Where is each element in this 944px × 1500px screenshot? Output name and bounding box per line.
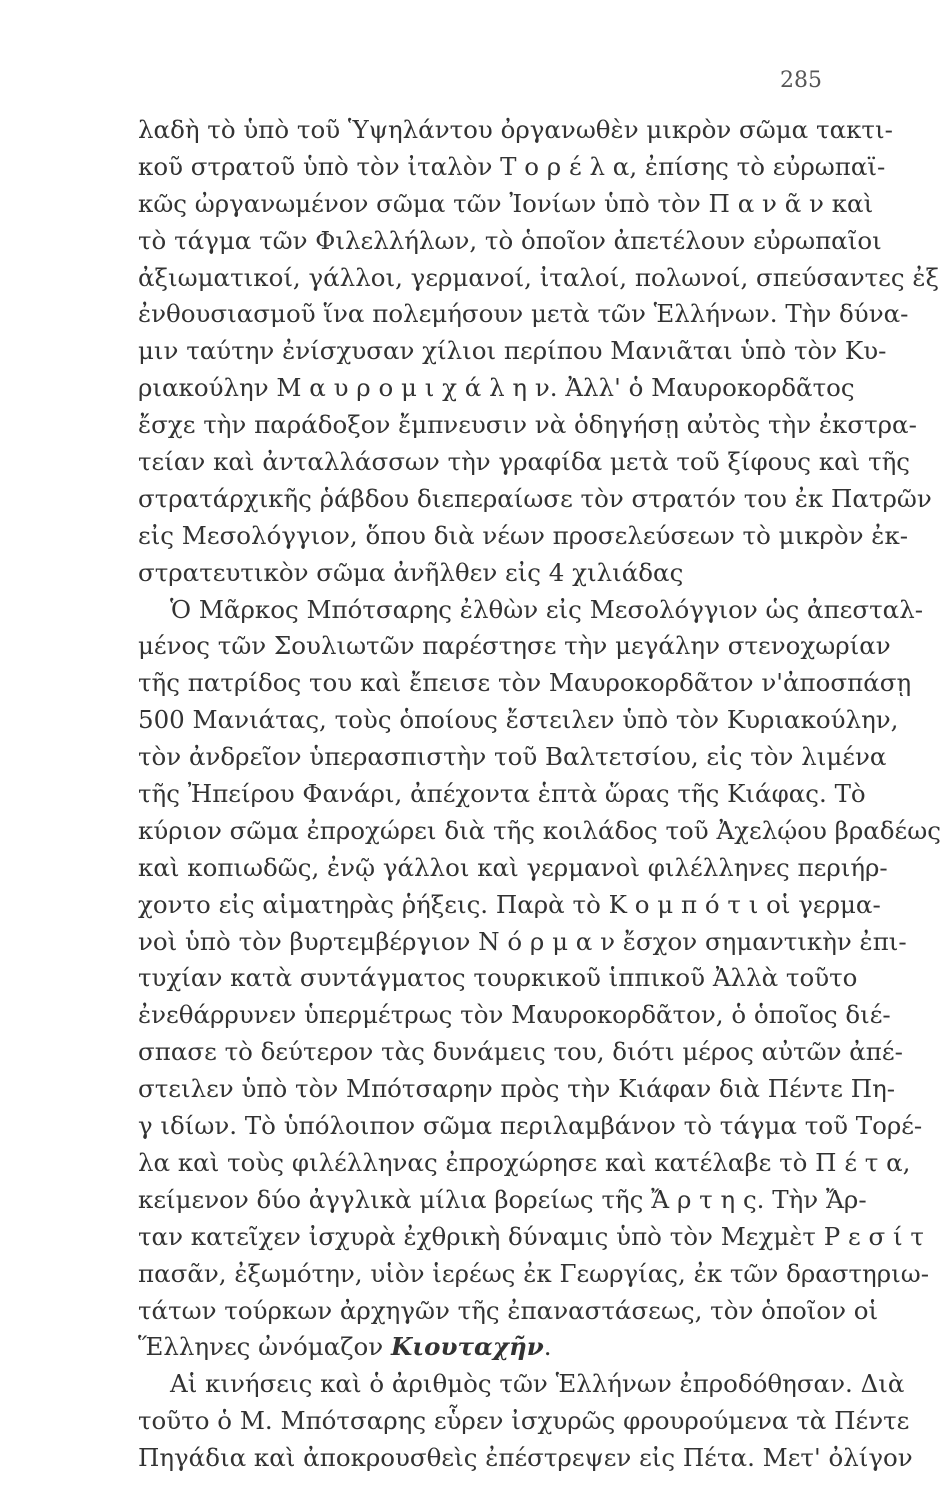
line-text: τὸ τάγμα τῶν Φιλελλήλων, τὸ ὁποῖον ἀπετέλουν εὐρωπαῖοι <box>138 225 882 255</box>
line-text: Πηγάδια καὶ ἀποκρουσθεὶς ἐπέστρεψεν εἰς Πέτα. Μετ' ὀλίγον <box>138 1443 913 1473</box>
line-text: κύριον σῶμα ἐπροχώρει διὰ τῆς κοιλάδος τοῦ Ἀχελῴου βραδέως <box>138 815 941 845</box>
text-line <box>138 592 924 629</box>
line-text: νοὶ ὑπὸ τὸν βυρτεμβέργιον Ν ό ρ μ α ν ἔσχον σημαντικὴν ἐπι- <box>138 926 907 956</box>
text-line <box>138 260 940 297</box>
line-text: λαδὴ τὸ ὑπὸ τοῦ Ὑψηλάντου ὀργανωθὲν μικρὸν σῶμα τακτι- <box>138 115 893 144</box>
text-line <box>138 1403 910 1440</box>
line-text: στρατάρχικῆς ῥάβδου διεπεραίωσε τὸν στρατόν του ἐκ Πατρῶν <box>138 483 932 513</box>
line-text: ριακούλην Μ α υ ρ ο μ ι χ ά λ η ν. Ἀλλ' ὁ Μαυροκορδᾶτος <box>138 373 855 403</box>
line-text: τῆς Ἠπείρου Φανάρι, ἀπέχοντα ἑπτὰ ὥρας τῆς Κιάφας. Τὸ <box>138 779 866 809</box>
line-text: σπασε τὸ δεύτερον τὰς δυνάμεις του, διότι μέρος αὐτῶν ἀπέ- <box>138 1037 903 1067</box>
line-text: κείμενον δύο ἀγγλικὰ μίλια βορείως τῆς Ἄ ρ τ η ς. Τὴν Ἄρ- <box>138 1184 867 1214</box>
text-line <box>138 997 891 1034</box>
text-line <box>138 518 909 555</box>
text-line <box>138 1219 924 1256</box>
line-text: στρατευτικὸν σῶμα ἀνῆλθεν εἰς 4 χιλιάδας <box>138 557 684 587</box>
text-line <box>138 850 888 887</box>
line-text: εἰς Μεσολόγγιον, ὅπου διὰ νέων προσελεύσεων τὸ μικρὸν ἐκ- <box>138 520 909 550</box>
text-line <box>138 481 932 518</box>
page-number: 285 <box>780 68 822 93</box>
text-line <box>138 1034 903 1071</box>
text-line <box>138 776 866 813</box>
text-line <box>138 960 858 997</box>
text-line <box>138 1329 822 1366</box>
text-line <box>138 1108 923 1145</box>
text-line <box>138 555 822 592</box>
text-line <box>138 1071 896 1108</box>
line-text: Ἕλληνες ὠνόμαζον <box>138 1332 384 1362</box>
line-text: ἐνθουσιασμοῦ ἵνα πολεμήσουν μετὰ τῶν Ἑλλήνων. Τὴν δύνα- <box>138 299 909 329</box>
text-line <box>138 813 941 850</box>
line-text: Αἱ κινήσεις καὶ ὁ ἀριθμὸς τῶν Ἑλλήνων ἐπροδόθησαν. Διὰ <box>170 1369 905 1399</box>
text-line <box>138 628 891 665</box>
line-text: κοῦ στρατοῦ ὑπὸ τὸν ἰταλὸν Τ ο ρ έ λ α, ἐπίσης τὸ εὐρωπαϊ- <box>138 151 886 181</box>
line-text: τὸν ἀνδρεῖον ὑπερασπιστὴν τοῦ Βαλτετσίου, εἰς τὸν λιμένα <box>138 742 887 772</box>
line-text: τῆς πατρίδος του καὶ ἔπεισε τὸν Μαυροκορδᾶτον ν'ἀποσπάσῃ <box>138 668 912 698</box>
text-line <box>138 1366 905 1403</box>
text-line <box>138 333 887 370</box>
text-line <box>138 1182 867 1219</box>
punctuation: . <box>543 1332 552 1362</box>
line-text: μένος τῶν Σουλιωτῶν παρέστησε τὴν μεγάλην στενοχωρίαν <box>138 631 891 661</box>
line-text: ταν κατεῖχεν ἰσχυρὰ ἐχθρικὴ δύναμις ὑπὸ τὸν Μεχμὲτ Ρ ε σ ί τ <box>138 1221 924 1251</box>
line-text: καὶ κοπιωδῶς, ἐνῷ γάλλοι καὶ γερμανοὶ φιλέλληνες περιήρ- <box>138 852 888 882</box>
text-line <box>138 186 874 223</box>
line-text: τείαν καὶ ἀνταλλάσσων τὴν γραφίδα μετὰ τοῦ ξίφους καὶ τῆς <box>138 447 911 477</box>
line-text: τάτων τούρκων ἀρχηγῶν τῆς ἐπαναστάσεως, τὸν ὁποῖον οἱ <box>138 1295 879 1325</box>
text-line <box>138 407 917 444</box>
text-line <box>138 887 881 924</box>
text-line <box>138 370 855 407</box>
text-line <box>138 444 911 481</box>
text-body <box>138 112 941 1477</box>
text-line <box>138 112 893 149</box>
line-text: Ὁ Μᾶρκος Μπότσαρης ἐλθὼν εἰς Μεσολόγγιον ὡς ἀπεσταλ- <box>170 594 924 624</box>
text-line <box>138 702 899 739</box>
text-line <box>138 296 909 333</box>
emphasized-name: Κιουταχῆν <box>391 1332 544 1362</box>
text-line <box>138 665 912 702</box>
line-text: λα καὶ τοὺς φιλέλληνας ἐπροχώρησε καὶ κατέλαβε τὸ Π έ τ α, <box>138 1147 911 1177</box>
text-line <box>138 1256 929 1293</box>
line-text: τυχίαν κατὰ συντάγματος τουρκικοῦ ἱππικοῦ Ἀλλὰ τοῦτο <box>138 963 858 993</box>
line-text: κῶς ὠργανωμένον σῶμα τῶν Ἰονίων ὑπὸ τὸν Π α ν ᾶ ν καὶ <box>138 188 874 218</box>
text-line <box>138 223 882 260</box>
text-line <box>138 739 887 776</box>
line-text: χοντο εἰς αἱματηρὰς ῥήξεις. Παρὰ τὸ Κ ο μ π ό τ ι οἱ γερμα- <box>138 889 881 919</box>
line-text: ἐνεθάρρυνεν ὑπερμέτρως τὸν Μαυροκορδᾶτον, ὁ ὁποῖος διέ- <box>138 1000 891 1030</box>
text-line <box>138 924 907 961</box>
text-line <box>138 1440 913 1477</box>
text-line <box>138 149 886 186</box>
line-text: 500 Μανιάτας, τοὺς ὁποίους ἔστειλεν ὑπὸ τὸν Κυριακούλην, <box>138 705 899 735</box>
line-text: στειλεν ὑπὸ τὸν Μπότσαρην πρὸς τὴν Κιάφαν διὰ Πέντε Πη- <box>138 1074 896 1104</box>
line-text: ἀξιωματικοί, γάλλοι, γερμανοί, ἰταλοί, πολωνοί, σπεύσαντες ἐξ <box>138 262 940 292</box>
line-text: ἔσχε τὴν παράδοξον ἔμπνευσιν νὰ ὁδηγήσῃ αὐτὸς τὴν ἐκστρα- <box>138 410 917 440</box>
line-text: πασᾶν, ἐξωμότην, υἱὸν ἱερέως ἐκ Γεωργίας, ἐκ τῶν δραστηριω- <box>138 1258 929 1288</box>
line-text: γ ιδίων. Τὸ ὑπόλοιπον σῶμα περιλαμβάνον τὸ τάγμα τοῦ Τορέ- <box>138 1111 923 1141</box>
text-line <box>138 1145 911 1182</box>
text-line <box>138 1293 879 1330</box>
line-text: μιν ταύτην ἐνίσχυσαν χίλιοι περίπου Μανιᾶται ὑπὸ τὸν Κυ- <box>138 336 887 366</box>
line-text: τοῦτο ὁ Μ. Μπότσαρης εὗρεν ἰσχυρῶς φρουρούμενα τὰ Πέντε <box>138 1406 910 1436</box>
